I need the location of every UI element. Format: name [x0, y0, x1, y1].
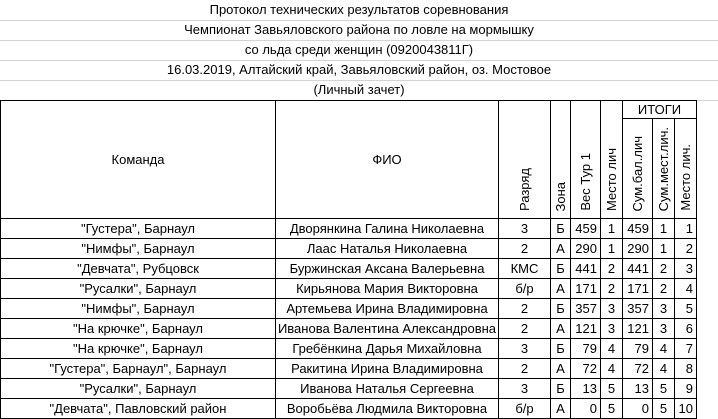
table-row: [1, 319, 697, 339]
table-row: [1, 379, 697, 399]
sum-places-cell: 2: [653, 259, 675, 279]
team-cell: "На крючке", Барнаул: [1, 339, 276, 359]
weight-cell: 357: [571, 299, 601, 319]
place-cell: 3: [601, 299, 623, 319]
weight-cell: 459: [571, 219, 601, 239]
fio-cell: Ракитина Ирина Владимировна: [276, 359, 499, 379]
weight-cell: 441: [571, 259, 601, 279]
team-cell: "Русалки", Барнаул: [1, 379, 276, 399]
place-cell: 5: [601, 379, 623, 399]
final-place-cell: 6: [675, 319, 697, 339]
fio-cell: Дворянкина Галина Николаевна: [276, 219, 499, 239]
final-place-cell: 7: [675, 339, 697, 359]
fio-cell: Лаас Наталья Николаевна: [276, 239, 499, 259]
sum-points-cell: 121: [623, 319, 653, 339]
place-cell: 3: [601, 319, 623, 339]
weight-cell: 13: [571, 379, 601, 399]
zone-cell: Б: [551, 259, 571, 279]
team-cell: "Русалки", Барнаул: [1, 279, 276, 299]
fio-cell: Гребёнкина Дарья Михайловна: [276, 339, 499, 359]
table-row: [1, 219, 697, 239]
table-row: [1, 339, 697, 359]
final-place-cell: 2: [675, 239, 697, 259]
sum-points-cell: 357: [623, 299, 653, 319]
date-location: 16.03.2019, Алтайский край, Завьяловский район, оз. Мостовое: [0, 60, 718, 81]
rank-cell: 2: [499, 319, 551, 339]
sum-places-cell: 3: [653, 319, 675, 339]
table-row: [1, 299, 697, 319]
zone-cell: А: [551, 319, 571, 339]
final-place-cell: 9: [675, 379, 697, 399]
team-cell: "Нимфы", Барнаул: [1, 239, 276, 259]
col-header-sum-points: Сум.бал.лич: [623, 119, 653, 219]
standings-type: (Личный зачет): [0, 80, 718, 101]
rank-cell: 2: [499, 299, 551, 319]
fio-cell: Артемьева Ирина Владимировна: [276, 299, 499, 319]
protocol-title: Протокол технических результатов соревнования: [0, 0, 718, 21]
sum-places-cell: 4: [653, 359, 675, 379]
weight-cell: 79: [571, 339, 601, 359]
place-cell: 5: [601, 399, 623, 419]
sum-places-cell: 5: [653, 399, 675, 419]
team-cell: "Девчата", Рубцовск: [1, 259, 276, 279]
rank-cell: КМС: [499, 259, 551, 279]
place-cell: 1: [601, 239, 623, 259]
sum-points-cell: 459: [623, 219, 653, 239]
team-cell: "Нимфы", Барнаул: [1, 299, 276, 319]
col-header-totals: ИТОГИ: [623, 101, 697, 119]
col-header-place: Место лич: [601, 101, 623, 219]
weight-cell: 171: [571, 279, 601, 299]
team-cell: "На крючке", Барнаул: [1, 319, 276, 339]
table-row: [1, 359, 697, 379]
fio-cell: Буржинская Аксана Валерьевна: [276, 259, 499, 279]
zone-cell: Б: [551, 299, 571, 319]
sum-points-cell: 290: [623, 239, 653, 259]
sum-points-cell: 441: [623, 259, 653, 279]
category-title: со льда среди женщин (0920043811Г): [0, 40, 718, 61]
final-place-cell: 8: [675, 359, 697, 379]
weight-cell: 72: [571, 359, 601, 379]
final-place-cell: 4: [675, 279, 697, 299]
table-row: [1, 239, 697, 259]
sum-points-cell: 0: [623, 399, 653, 419]
zone-cell: А: [551, 279, 571, 299]
results-table: [0, 100, 697, 419]
sum-places-cell: 1: [653, 239, 675, 259]
zone-cell: А: [551, 359, 571, 379]
rank-cell: 3: [499, 379, 551, 399]
place-cell: 2: [601, 259, 623, 279]
sum-places-cell: 4: [653, 339, 675, 359]
place-cell: 4: [601, 359, 623, 379]
rank-cell: 3: [499, 339, 551, 359]
rank-cell: 2: [499, 239, 551, 259]
col-header-zone: Зона: [551, 101, 571, 219]
final-place-cell: 3: [675, 259, 697, 279]
team-cell: "Густера", Барнаул: [1, 219, 276, 239]
team-cell: "Густера", Барнаул", Барнаул: [1, 359, 276, 379]
sum-places-cell: 1: [653, 219, 675, 239]
col-header-rank: Разряд: [499, 101, 551, 219]
zone-cell: Б: [551, 379, 571, 399]
rank-cell: б/р: [499, 279, 551, 299]
sum-places-cell: 3: [653, 299, 675, 319]
final-place-cell: 1: [675, 219, 697, 239]
fio-cell: Иванова Валентина Александровна: [276, 319, 499, 339]
sum-points-cell: 13: [623, 379, 653, 399]
place-cell: 4: [601, 339, 623, 359]
col-header-team: Команда: [1, 101, 276, 219]
zone-cell: А: [551, 399, 571, 419]
col-header-fio: ФИО: [276, 101, 499, 219]
team-cell: "Девчата", Павловский район: [1, 399, 276, 419]
col-header-final-place: Место лич.: [675, 119, 697, 219]
sum-places-cell: 2: [653, 279, 675, 299]
final-place-cell: 5: [675, 299, 697, 319]
sum-points-cell: 171: [623, 279, 653, 299]
zone-cell: Б: [551, 339, 571, 359]
weight-cell: 121: [571, 319, 601, 339]
sum-points-cell: 72: [623, 359, 653, 379]
fio-cell: Кирьянова Мария Викторовна: [276, 279, 499, 299]
sum-points-cell: 79: [623, 339, 653, 359]
final-place-cell: 10: [675, 399, 697, 419]
sum-places-cell: 5: [653, 379, 675, 399]
table-row: [1, 279, 697, 299]
zone-cell: Б: [551, 219, 571, 239]
col-header-sum-places: Сум.мест.лич.: [653, 119, 675, 219]
fio-cell: Иванова Наталья Сергеевна: [276, 379, 499, 399]
place-cell: 2: [601, 279, 623, 299]
table-row: [1, 399, 697, 419]
rank-cell: б/р: [499, 399, 551, 419]
weight-cell: 0: [571, 399, 601, 419]
zone-cell: А: [551, 239, 571, 259]
rank-cell: 2: [499, 359, 551, 379]
fio-cell: Воробьёва Людмила Викторовна: [276, 399, 499, 419]
col-header-weight: Вес Тур 1: [571, 101, 601, 219]
weight-cell: 290: [571, 239, 601, 259]
rank-cell: 3: [499, 219, 551, 239]
place-cell: 1: [601, 219, 623, 239]
championship-title: Чемпионат Завьяловского района по ловле на мормышку: [0, 20, 718, 41]
table-row: [1, 259, 697, 279]
